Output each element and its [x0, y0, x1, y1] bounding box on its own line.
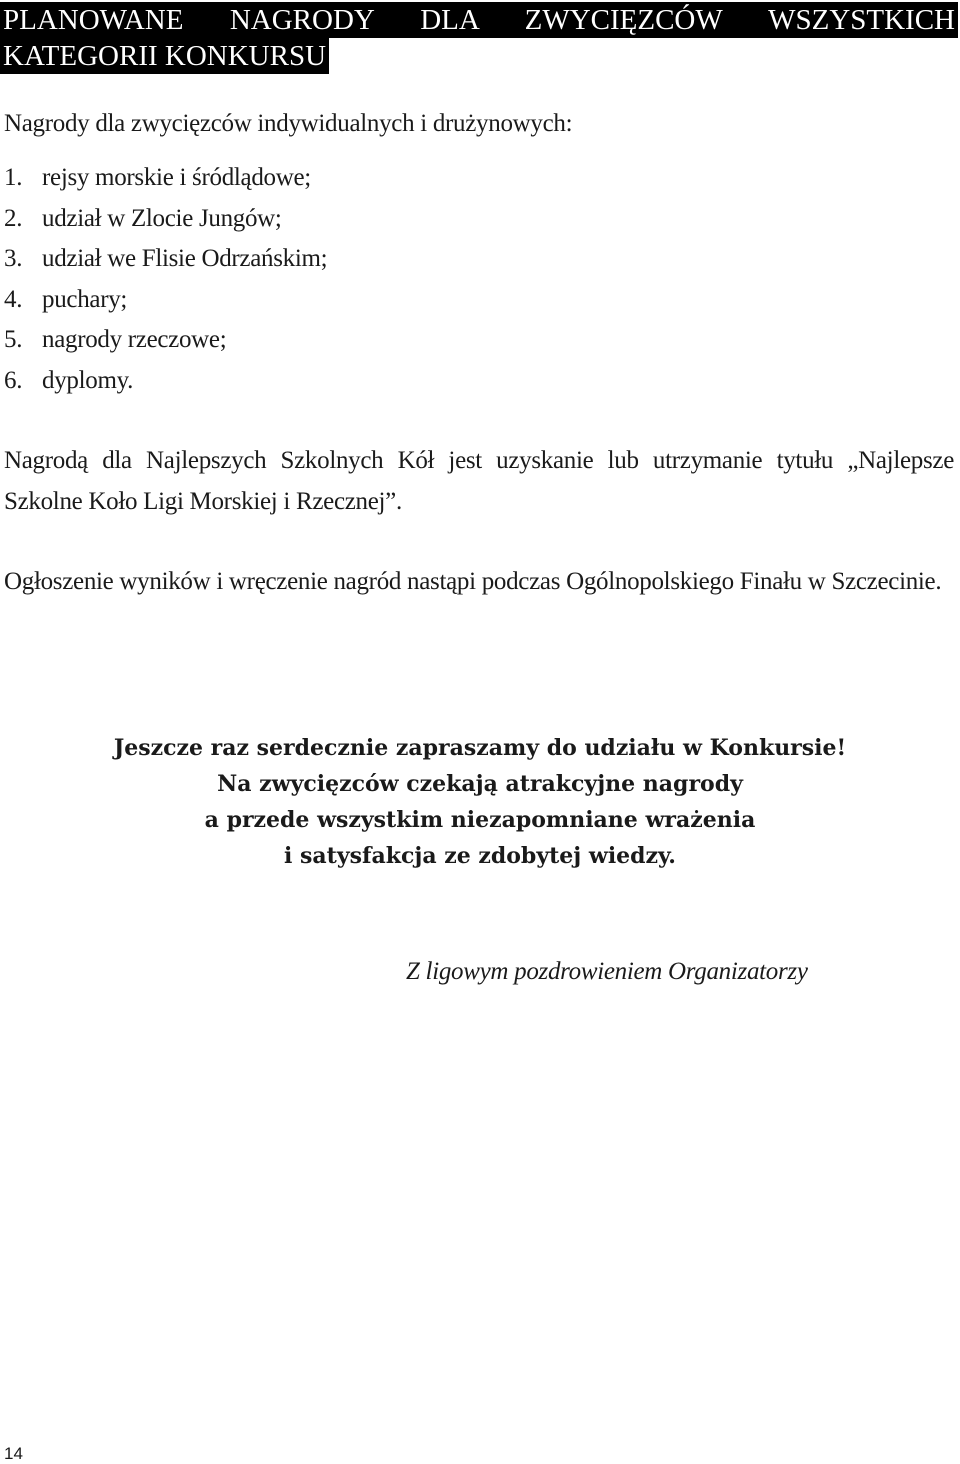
list-number: 2. — [4, 204, 23, 232]
prizes-intro: Nagrody dla zwycięzców indywidualnych i drużynowych: — [4, 110, 573, 137]
list-item — [4, 239, 327, 280]
list-number: 3. — [4, 245, 23, 272]
list-number: 1. — [4, 164, 23, 191]
list-text: dyplomy. — [42, 366, 134, 394]
list-text: nagrody rzeczowe; — [42, 326, 227, 353]
closing-line: Na zwycięzców czekają atrakcyjne nagrody — [217, 771, 743, 797]
signature: Z ligowym pozdrowieniem Organizatorzy — [406, 958, 808, 985]
list-text: udział w Zlocie Jungów; — [42, 204, 282, 232]
list-text: rejsy morskie i śródlądowe; — [42, 164, 311, 191]
list-text: puchary; — [42, 285, 128, 313]
section-heading — [0, 2, 958, 74]
prizes-list — [4, 158, 327, 401]
list-item — [4, 280, 327, 321]
list-number: 4. — [4, 285, 23, 313]
closing-line: i satysfakcja ze zdobytej wiedzy. — [284, 843, 676, 869]
list-item — [4, 361, 327, 402]
closing-line: Jeszcze raz serdecznie zapraszamy do udziału w Konkursie! — [113, 735, 847, 761]
list-text: udział we Flisie Odrzańskim; — [42, 245, 328, 272]
list-number: 5. — [4, 326, 23, 353]
results-announcement-paragraph: Ogłoszenie wyników i wręczenie nagród nastąpi podczas Ogólnopolskiego Finału w Szczecinie. — [4, 568, 942, 595]
page-number: 14 — [4, 1444, 23, 1463]
heading-line-2: KATEGORII KONKURSU — [0, 38, 329, 74]
heading-line-1: PLANOWANE NAGRODY DLA ZWYCIĘZCÓW WSZYSTKICH — [0, 2, 958, 38]
list-item — [4, 158, 327, 199]
list-number: 6. — [4, 366, 23, 394]
best-school-clubs-paragraph: Nagrodą dla Najlepszych Szkolnych Kół jest uzyskanie lub utrzymanie tytułu „Najlepsze Szkolne Koło Ligi Morskiej i Rzecznej”. — [4, 447, 954, 515]
closing-line: a przede wszystkim niezapomniane wrażenia — [204, 807, 756, 833]
closing-invitation — [0, 730, 960, 874]
list-item — [4, 199, 327, 240]
list-item — [4, 320, 327, 361]
